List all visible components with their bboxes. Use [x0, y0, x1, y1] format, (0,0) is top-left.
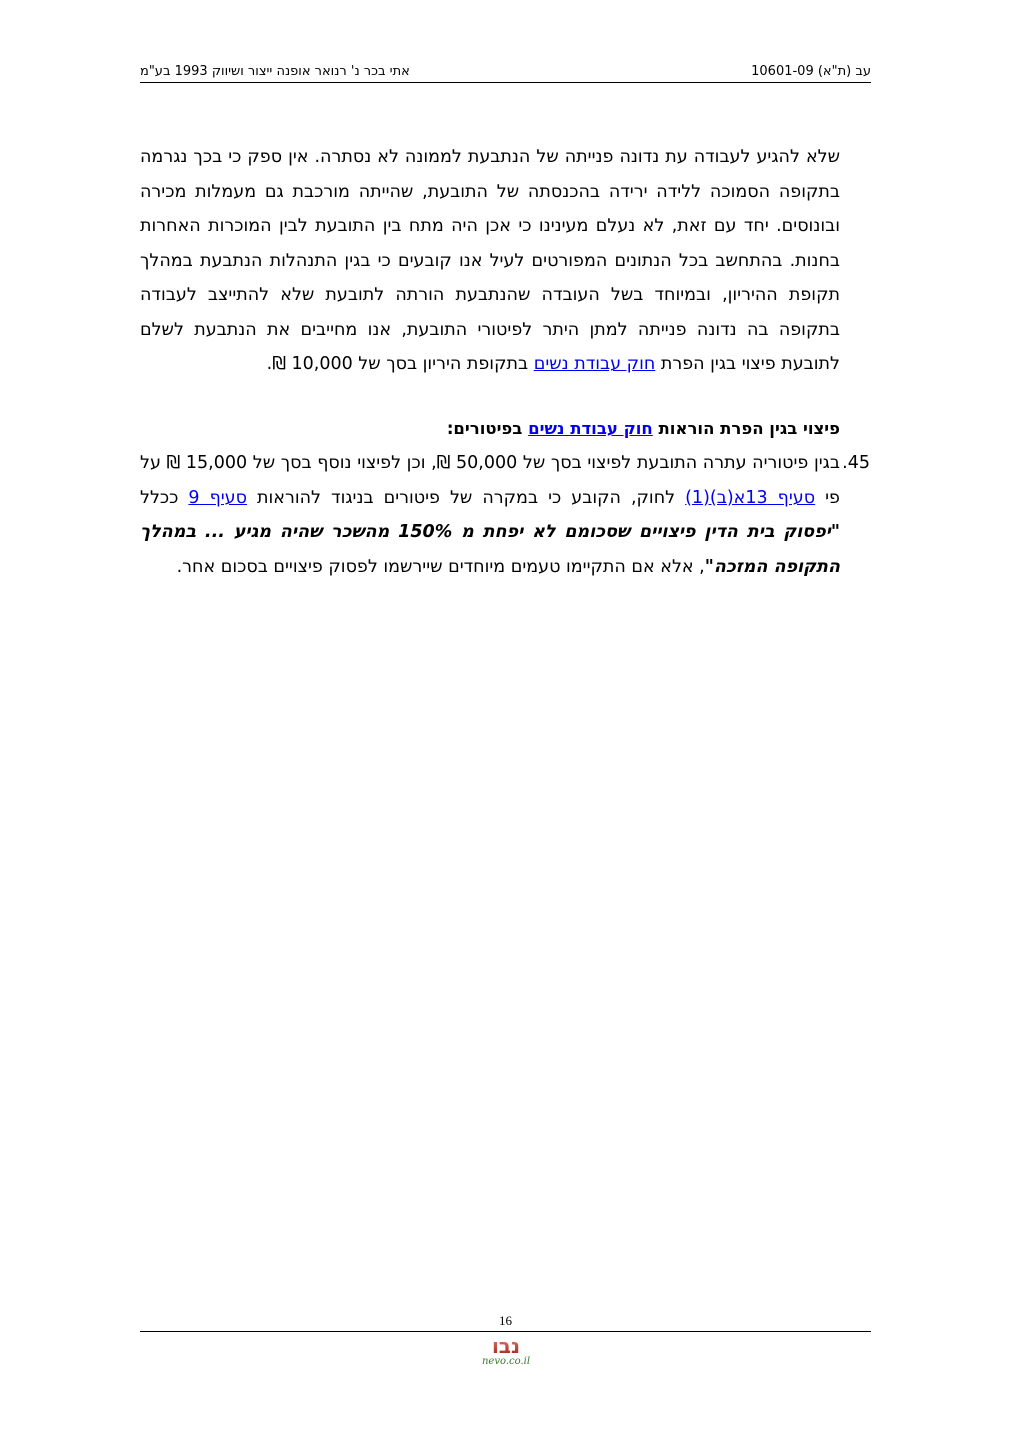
heading-after: בפיטורים: [446, 418, 523, 438]
para2-text-1: בגין פיטוריה עתרה התובעת לפיצוי בסך של 50,000 ₪, וכן לפיצוי נוסף בסך של 15,000 ₪ על פי [140, 453, 840, 508]
link-section-9[interactable]: סעיף 9 [188, 487, 247, 508]
para2-quote: "יפסוק בית הדין פיצויים שסכומם לא יפחת מ 150% מהשכר שהיה מגיע ... במהלך התקופה המזכה" [140, 522, 840, 577]
para1-text-end: בתקופת היריון בסך של 10,000 ₪. [266, 354, 529, 374]
header-case-number: עב (ת"א) 10601-09 [751, 64, 871, 79]
section-heading [140, 412, 840, 447]
header-parties: אתי בכר נ' רנואר אופנה ייצור ושיווק 1993 בע"מ [140, 64, 410, 79]
heading-link-womens-employment-law[interactable]: חוק עבודת נשים [528, 418, 653, 438]
para1-text: שלא להגיע לעבודה עת נדונה פנייתה של הנתבעת לממונה לא נסתרה. אין ספק כי בכך נגרמה בתקופה הסמוכה ללידה ירידה בהכנסתה של התובעת, שהייתה מורכבת גם מעמלות מכירה ובונוסים. יחד עם זאת, לא נעלם מעינינו כי אכן היה מתח בין התובעת לבין המוכרות האחרות בחנות. בהתחשב בכל הנתונים המפורטים לעיל אנו קובעים כי בגין התנהלות הנתבעת במהלך תקופת ההיריון, ובמיוחד בשל העובדה שהנתבעת הורתה לתובעת שלא להתייצב לעבודה בתקופה בה נדונה פנייתה למתן היתר לפיטורי התובעת, אנו מחייבים את הנתבעת לשלם לתובעת פיצוי בגין הפרת [140, 147, 840, 374]
para2-text-2: לחוק, הקובע כי במקרה של פיטורים בניגוד להוראות [257, 487, 676, 508]
logo-hebrew: נבו [491, 1336, 521, 1358]
paragraph-45 [140, 446, 870, 584]
document-body [140, 140, 870, 584]
para2-text-4: , אלא אם התקיימו טעמים מיוחדים שיירשמו לפסוק פיצויים בסכום אחר. [176, 556, 705, 577]
page-number: 16 [499, 1313, 512, 1328]
footer-rule [140, 1331, 871, 1332]
paragraph-number: 45. [842, 453, 870, 473]
link-womens-employment-law[interactable]: חוק עבודת נשים [533, 354, 656, 374]
heading-before: פיצוי בגין הפרת הוראות [658, 418, 840, 438]
page-header [140, 60, 871, 83]
link-section-13a[interactable]: סעיף 13א(ב)(1) [685, 487, 816, 508]
logo-site: nevo.co.il [481, 1356, 531, 1366]
nevo-logo [460, 1336, 552, 1366]
paragraph-compensation-pregnancy [140, 140, 840, 382]
para2-text-3: ככלל [140, 487, 179, 508]
